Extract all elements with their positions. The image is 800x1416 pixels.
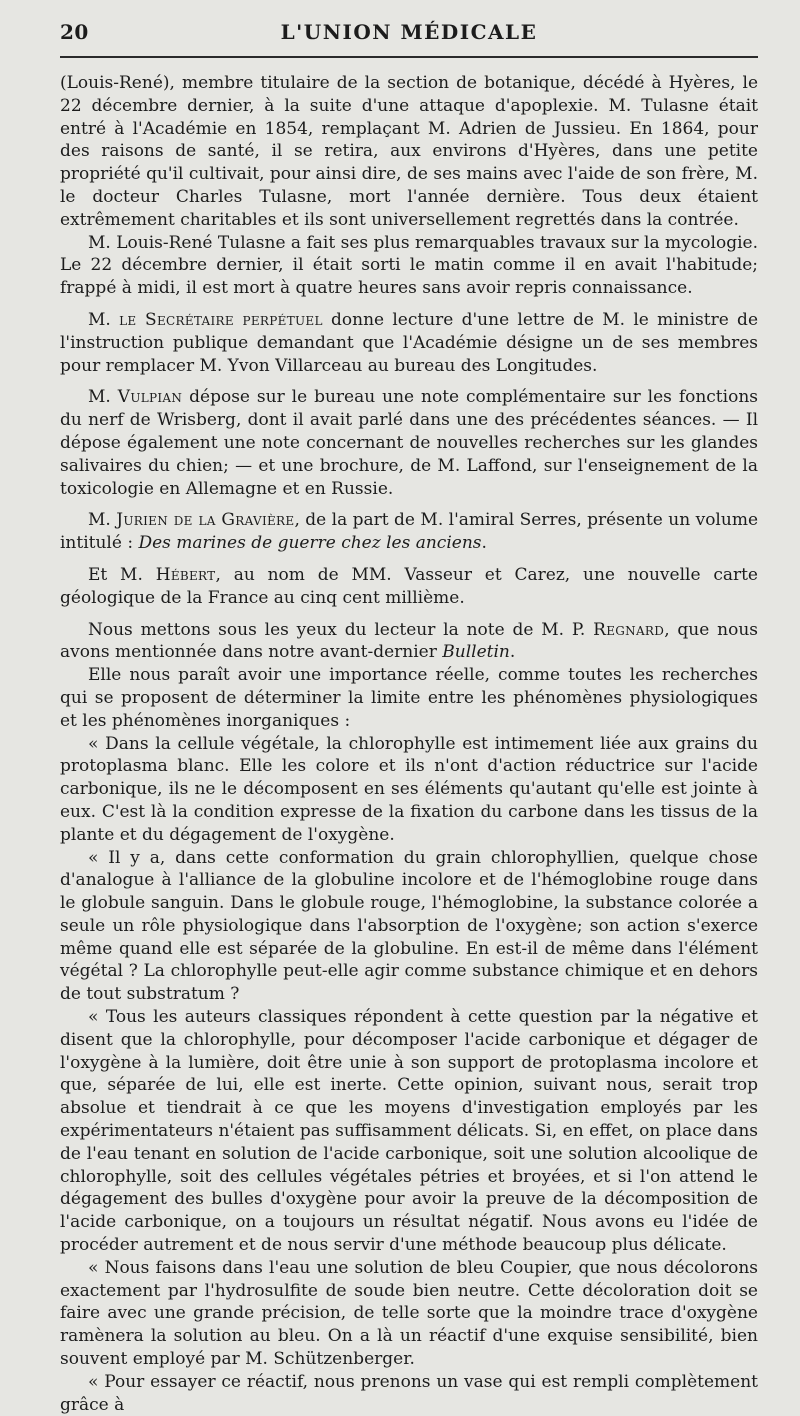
speaker-name: Vulpian xyxy=(117,387,183,408)
paragraph-text: Nous mettons sous les yeux du lecteur la note de M. P. xyxy=(88,619,594,640)
paragraph-text: « Tous les auteurs classiques répondent à cette question par la négative et disent que la chlorophylle, pour décomposer l'acide carbonique et dégager de l'oxygène à la lumière, doit être unie à son support de protoplasma incolore et que, séparée de lui, elle est inerte. Cette opinion, suivant nous, serait trop absolue et tiendrait à ce que les moyens d'investigation employés par les expérimentateurs n'étaient pas suffisamment délicats. Si, en effet, on place dans de l'eau tenant en solution de l'acide carbonique, soit une solution alcoolique de chlorophylle, soit des cellules végétales pétries et broyées, et si l'on attend le dégagement des bulles d'oxygène pour avoir la preuve de la décomposition de l'acide carbonique, on a toujours un résultat négatif. Nous avons eu l'idée de procéder autrement et de nous servir d'une méthode beaucoup plus délicate. xyxy=(60,1007,758,1256)
publication-title: Bulletin xyxy=(442,642,510,663)
quote-paragraph xyxy=(60,1006,758,1257)
paragraph-text: « Dans la cellule végétale, la chlorophylle est intimement liée aux grains du protoplasma blanc. Elle les colore et ils n'ont d'action réductrice sur l'acide carbonique, ils ne le décomposent en ses éléments qu'autant qu'elle est jointe à eux. C'est là la condition expresse de la fixation du carbone dans les tissus de la plante et du dégagement de l'oxygène. xyxy=(60,733,758,845)
paragraph xyxy=(60,509,758,555)
paragraph xyxy=(60,386,758,500)
lead-text: M. xyxy=(88,387,118,408)
speaker-name: Jurien de la Gravière xyxy=(116,510,295,531)
paragraph-text: « Il y a, dans cette conformation du grain chlorophyllien, quelque chose d'analogue à l'alliance de la globuline incolore et de l'hémoglobine rouge dans le globule sanguin. Dans le globule rouge, l'hémoglobine, la substance colorée a seule un rôle physiologique dans l'absorption de l'oxygène; son action s'exerce même quand elle est séparée de la globuline. En est-il de même dans l'élément végétal ? La chlorophylle peut-elle agir comme substance chimique et en dehors de tout substratum ? xyxy=(60,847,758,1005)
lead-text: Et M. xyxy=(88,564,156,585)
paragraph xyxy=(60,309,758,377)
body-text xyxy=(60,72,758,1416)
paragraph-tail: . xyxy=(481,533,487,554)
paragraph-text: , au nom de MM. Vasseur et Carez, une nouvelle carte géologique de la France au cinq cent millième. xyxy=(60,564,758,608)
running-title: L'UNION MÉDICALE xyxy=(280,20,538,44)
paragraph-text: , de la part de M. l'amiral Serres, présente un volume intitulé : xyxy=(60,510,758,554)
paragraph-text: dépose sur le bureau une note complémentaire sur les fonctions du nerf de Wrisberg, dont il avait parlé dans une des précédentes séances. — Il dépose également une note concernant de nouvelles recherches sur les glandes salivaires du chien; — et une brochure, de M. Laffond, sur l'enseignement de la toxicologie en Allemagne et en Russie. xyxy=(60,387,758,499)
page-header xyxy=(60,12,758,46)
lead-text: M. xyxy=(88,510,117,531)
speaker-name: Hébert xyxy=(155,564,216,585)
header-rule xyxy=(60,56,758,58)
quote-paragraph xyxy=(60,1371,758,1416)
speaker-name: le Secrétaire perpétuel xyxy=(119,309,323,330)
paragraph-text: « Pour essayer ce réactif, nous prenons un vase qui est rempli complètement grâce à xyxy=(60,1371,758,1415)
quote-paragraph xyxy=(60,1257,758,1371)
quote-paragraph xyxy=(60,733,758,847)
page-number: 20 xyxy=(60,20,89,44)
author-name: Regnard xyxy=(593,619,665,640)
paragraph-text: donne lecture d'une lettre de M. le ministre de l'instruction publique demandant que l'Académie désigne un de ses membres pour remplacer M. Yvon Villarceau au bureau des Longitudes. xyxy=(60,309,759,376)
paragraph xyxy=(60,232,758,300)
paragraph-end: . xyxy=(509,642,516,663)
paragraph xyxy=(60,664,758,732)
lead-text: M. xyxy=(88,309,120,330)
paragraph-tail: , que nous avons mentionnée dans notre avant-dernier xyxy=(60,619,758,663)
paragraph-text: (Louis-René), membre titulaire de la section de botanique, décédé à Hyères, le 22 décembre dernier, à la suite d'une attaque d'apoplexie. M. Tulasne était entré à l'Académie en 1854, remplaçant M. Adrien de Jussieu. En 1864, pour des raisons de santé, il se retira, aux environs d'Hyères, dans une petite propriété qu'il cultivait, pour ainsi dire, de ses mains avec l'aide de son frère, M. le docteur Charles Tulasne, mort l'année dernière. Tous deux étaient extrêmement charitables et ils sont universellement regrettés dans la contrée. xyxy=(60,73,758,230)
paragraph-text: M. Louis-René Tulasne a fait ses plus remarquables travaux sur la mycologie. Le 22 décembre dernier, il était sorti le matin comme il en avait l'habitude; frappé à midi, il est mort à quatre heures sans avoir repris connaissance. xyxy=(60,232,758,299)
paragraph-text: Elle nous paraît avoir une importance réelle, comme toutes les recherches qui se proposent de déterminer la limite entre les phénomènes physiologiques et les phénomènes inorganiques : xyxy=(60,665,758,731)
book-title: Des marines de guerre chez les anciens xyxy=(138,533,482,554)
paragraph xyxy=(60,619,758,665)
paragraph xyxy=(60,72,758,232)
paragraph xyxy=(60,564,758,610)
quote-paragraph xyxy=(60,847,758,1007)
paragraph-text: « Nous faisons dans l'eau une solution de bleu Coupier, que nous décolorons exactement par l'hydrosulfite de soude bien neutre. Cette décoloration doit se faire avec une grande précision, de telle sorte que la moindre trace d'oxygène ramènera la solution au bleu. On a là un réactif d'une exquise sensibilité, bien souvent employé par M. Schützenberger. xyxy=(60,1257,758,1370)
